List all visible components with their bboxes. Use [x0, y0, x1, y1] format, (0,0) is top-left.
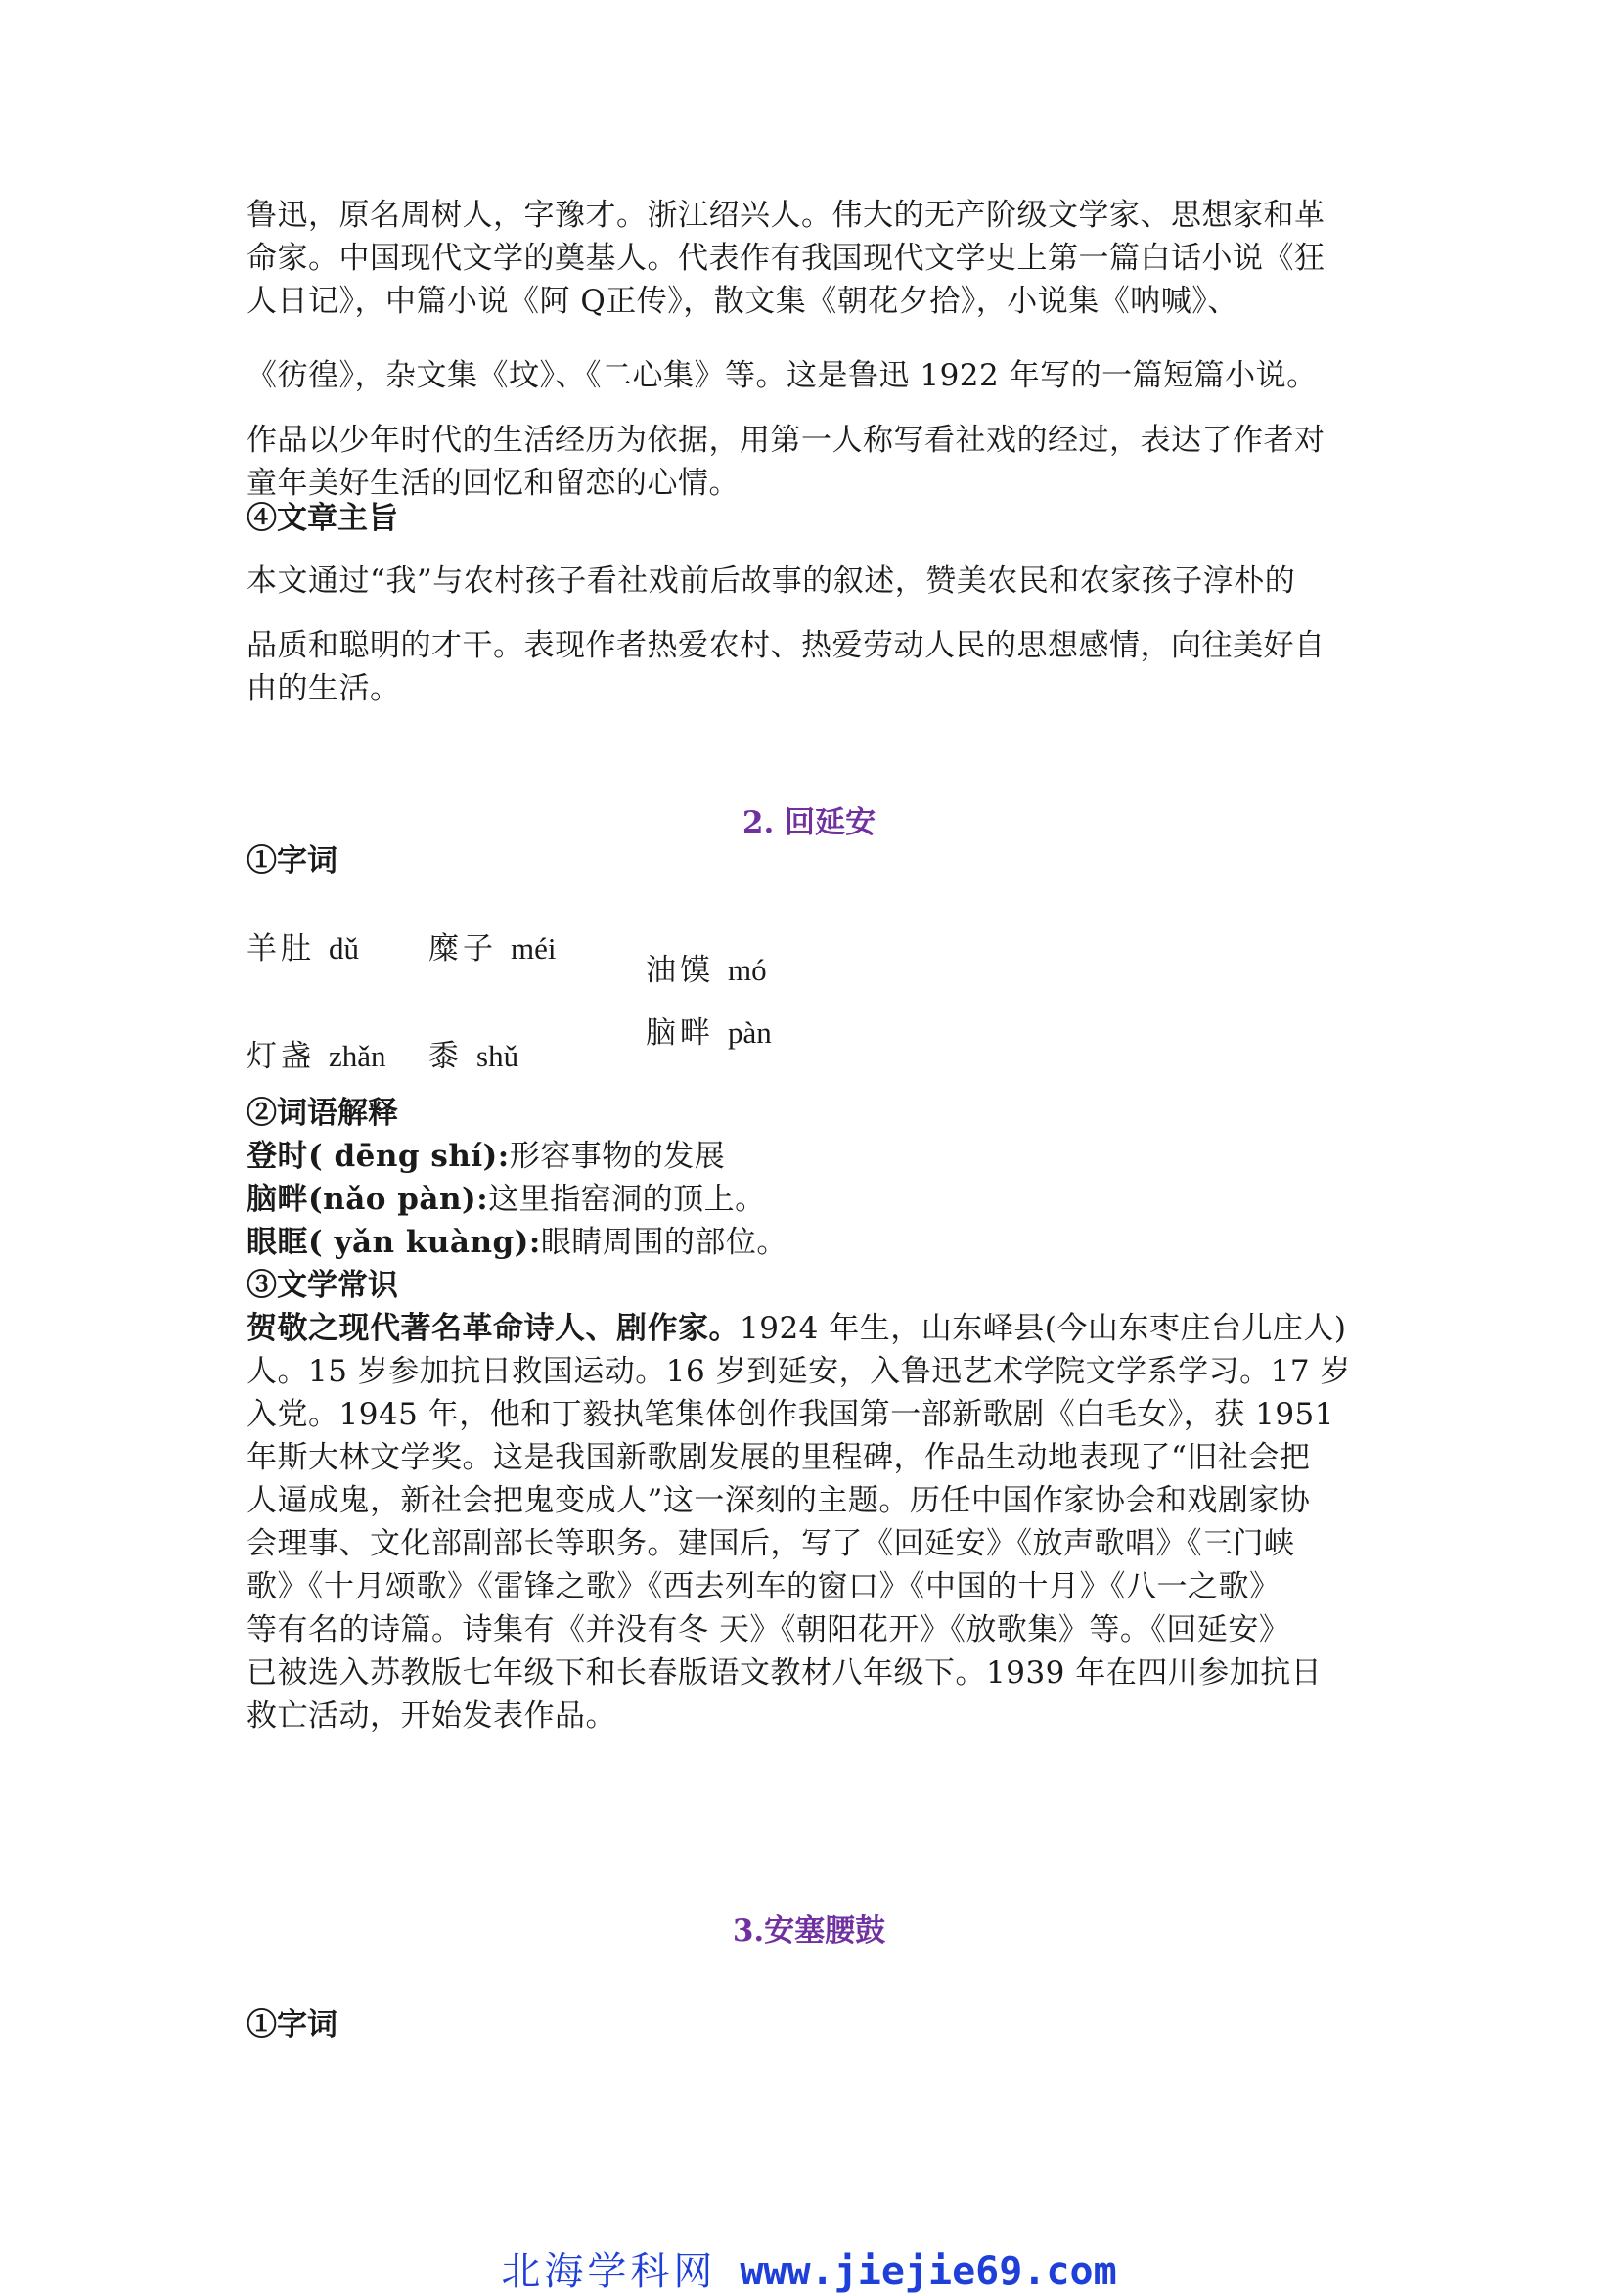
text-line: 鲁迅，原名周树人，字豫才。浙江绍兴人。伟大的无产阶级文学家、思想家和革: [247, 198, 1326, 233]
explanation-row: [247, 1178, 1381, 1221]
vocab-word: 黍: [428, 1039, 463, 1074]
theme-paragraph: [247, 560, 1381, 710]
explanation-def: 形容事物的发展: [509, 1139, 726, 1174]
lesson-title: 3.安塞腰鼓: [732, 1913, 886, 1949]
vocab-word: 糜子: [428, 931, 497, 967]
vocab-pinyin: mó: [728, 953, 767, 987]
text-line: 歌》《十月颂歌》《雷锋之歌》《西去列车的窗口》《中国的十月》《八一之歌》: [247, 1569, 1281, 1604]
text-line: 命家。中国现代文学的奠基人。代表作有我国现代文学史上第一篇白话小说《狂: [247, 241, 1326, 276]
vocab-pinyin: shǔ: [476, 1039, 519, 1073]
vocab-item: [247, 1031, 386, 1075]
vocab-item: [646, 1008, 772, 1052]
words-heading: ①字词: [247, 2007, 337, 2043]
explanation-term: 登时( dēng shí):: [247, 1139, 510, 1174]
explanation-def: 眼睛周围的部位。: [540, 1225, 787, 1260]
explain-heading: ②词语解释: [247, 1096, 398, 1131]
vocab-word: 羊肚: [247, 931, 315, 967]
lesson-title: 2. 回延安: [742, 805, 876, 840]
vocab-pinyin: pàn: [728, 1015, 772, 1050]
lit-heading: ③文学常识: [247, 1268, 398, 1303]
text-line: 年斯大林文学奖。这是我国新歌剧发展的里程碑，作品生动地表现了“旧社会把: [247, 1440, 1311, 1475]
text-line: 会理事、文化部副部长等职务。建国后，写了《回延安》《放声歌唱》《三门峡: [247, 1526, 1295, 1561]
vocab-item: [428, 923, 557, 968]
footer-url[interactable]: www.jiejie69.com: [740, 2249, 1117, 2294]
intro-paragraph: [247, 194, 1381, 505]
text-line: 入党。1945 年，他和丁毅执笔集体创作我国第一部新歌剧《白毛女》，获 1951: [247, 1397, 1334, 1432]
lit-lead: 贺敬之现代著名革命诗人、剧作家。: [247, 1311, 740, 1346]
vocab-item: [428, 1031, 518, 1075]
text-line: 《彷徨》，杂文集《坟》、《二心集》等。这是鲁迅 1922 年写的一篇短篇小说。: [247, 358, 1318, 393]
vocab-word: 脑畔: [646, 1015, 714, 1051]
footer-watermark: [0, 2240, 1618, 2296]
vocab-pinyin: méi: [511, 931, 557, 966]
section-heading-theme: ④文章主旨: [247, 501, 398, 536]
text-line: 童年美好生活的回忆和留恋的心情。: [247, 466, 740, 501]
text-line: 人日记》，中篇小说《阿 Q正传》，散文集《朝花夕拾》，小说集《呐喊》、: [247, 284, 1238, 319]
text-line: [247, 1307, 1381, 1350]
text-line: 品质和聪明的才干。表现作者热爱农村、热爱劳动人民的思想感情，向往美好自: [247, 628, 1326, 663]
text-line: 由的生活。: [247, 671, 401, 706]
explanation-term: 脑畔(nǎo pàn):: [247, 1182, 489, 1217]
text-line: 人逼成鬼，新社会把鬼变成人”这一深刻的主题。历任中国作家协会和戏剧家协: [247, 1483, 1311, 1518]
text-line: 人。15 岁参加抗日救国运动。16 岁到延安，入鲁迅艺术学院文学系学习。17 岁: [247, 1354, 1351, 1389]
lit-paragraph: [247, 1307, 1381, 1737]
explanation-row: [247, 1135, 1381, 1178]
vocab-item: [646, 945, 767, 989]
text-line: 已被选入苏教版七年级下和长春版语文教材八年级下。1939 年在四川参加抗日: [247, 1655, 1323, 1690]
text-line: 作品以少年时代的生活经历为依据，用第一人称写看社戏的经过，表达了作者对: [247, 423, 1326, 458]
text-line: 等有名的诗篇。诗集有《并没有冬 天》《朝阳花开》《放歌集》等。《回延安》: [247, 1612, 1290, 1647]
vocab-pinyin: dǔ: [329, 931, 359, 966]
vocab-word: 油馍: [646, 953, 714, 988]
explanation-row: [247, 1221, 1381, 1264]
lit-first-rest: 1924 年生，山东峄县(今山东枣庄台儿庄人): [740, 1311, 1347, 1346]
explanations-list: [247, 1135, 1381, 1264]
words-heading: ①字词: [247, 843, 337, 878]
explanation-def: 这里指窑洞的顶上。: [488, 1182, 766, 1217]
explanation-term: 眼眶( yǎn kuàng):: [247, 1225, 541, 1260]
vocab-item: [247, 923, 359, 968]
vocab-pinyin: zhǎn: [329, 1039, 386, 1073]
footer-site-name: 北海学科网: [501, 2249, 717, 2294]
vocab-word: 灯盏: [247, 1039, 315, 1074]
text-line: 本文通过“我”与农村孩子看社戏前后故事的叙述，赞美农民和农家孩子淳朴的: [247, 563, 1296, 599]
text-line: 救亡活动，开始发表作品。: [247, 1698, 616, 1733]
